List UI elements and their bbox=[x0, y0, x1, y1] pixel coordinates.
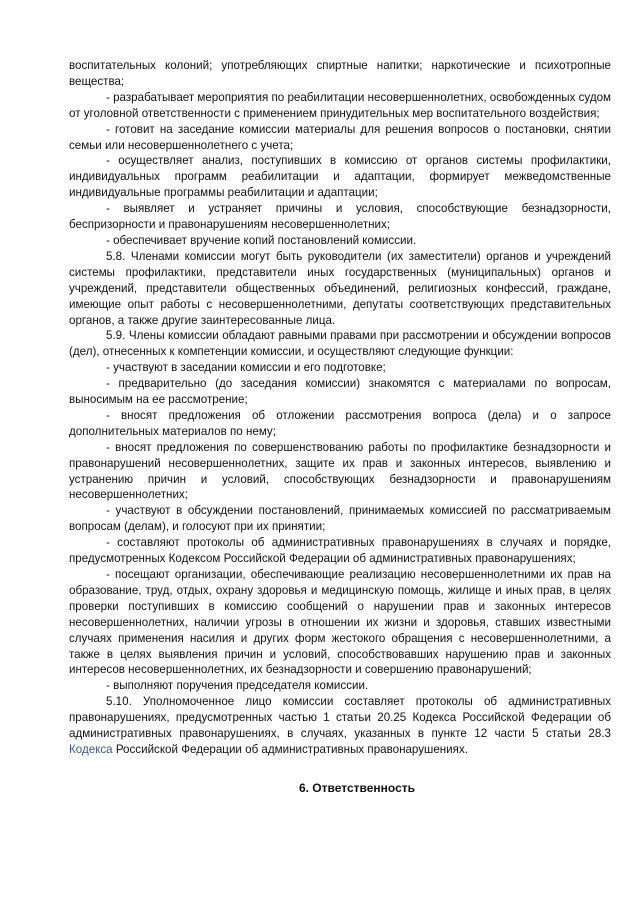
clause-5-9: 5.9. Члены комиссии обладают равными правами при рассмотрении и обсуждении вопросов (дел), отнесенных к компетенции комиссии, и осуществляют следующие функции: bbox=[69, 329, 611, 359]
list-item: - выявляет и устраняет причины и условия, способствующие безнадзорности, беспризорности и правонарушениям несовершеннолетних; bbox=[69, 202, 611, 232]
list-item: - вносят предложения об отложении рассмотрения вопроса (дела) и о запросе дополнительных материалов по нему; bbox=[69, 408, 611, 438]
list-item: - разрабатывает мероприятия по реабилитации несовершеннолетних, освобожденных судом от уголовной ответственности с применением принудительных мер воспитательного воздействия; bbox=[69, 90, 611, 120]
list-item: - посещают организации, обеспечивающие реализацию несовершеннолетними их прав на образование, труд, отдых, охрану здоровья и медицинскую помощь, жилище и иных прав, в целях проверки поступивших в комиссию сообщений о нарушении прав и законных интересов несовершеннолетних, наличии угрозы в отношении их жизни и здоровья, ставших известными случаях применения насилия и других форм жестокого обращения с несовершеннолетними, а также в целях выявления причин и условий, способствовавших нарушению прав и законных интересов несовершеннолетних, их безнадзорности и совершению правонарушений; bbox=[69, 568, 611, 677]
list-item: - выполняют поручения председателя комиссии. bbox=[106, 679, 369, 693]
list-item: - составляют протоколы об административных правонарушениях в случаях и порядке, предусмотренных Кодексом Российской Федерации об административных правонарушениях; bbox=[69, 536, 611, 566]
clause-5-8: 5.8. Членами комиссии могут быть руководители (их заместители) органов и учреждений системы профилактики, представители иных государственных (муниципальных) органов и учреждений, представители общественных объединений, религиозных конфессий, граждане, имеющие опыт работы с несовершеннолетними, депутаты соответствующих представительных органов, а также другие заинтересованные лица. bbox=[69, 249, 611, 327]
clause-5-10 bbox=[69, 694, 611, 758]
list-item: - обеспечивает вручение копий постановлений комиссии. bbox=[106, 233, 417, 247]
list-item: - участвуют в заседании комиссии и его подготовке; bbox=[106, 361, 386, 375]
list-item: - участвуют в обсуждении постановлений, принимаемых комиссией по рассматриваемым вопросам (делам), и голосуют при их принятии; bbox=[69, 504, 611, 534]
list-item: - вносят предложения по совершенствованию работы по профилактике безнадзорности и правонарушений несовершеннолетних, защите их прав и законных интересов, выявлению и устранению причин и условий, способствующих безнадзорности и правонарушениям несовершеннолетних; bbox=[69, 440, 611, 502]
section-heading: 6. Ответственность bbox=[298, 780, 416, 795]
list-item: - предварительно (до заседания комиссии) знакомятся с материалами по вопросам, выносимым на ее рассмотрение; bbox=[69, 377, 611, 407]
list-item: - готовит на заседание комиссии материалы для решения вопросов о постановки, снятии семьи или несовершеннолетнего с учета; bbox=[69, 122, 611, 152]
paragraph-continuation: воспитательных колоний; употребляющих спиртные напитки; наркотические и психотропные вещества; bbox=[69, 59, 611, 88]
clause-5-10-text-end: Российской Федерации об административных правонарушениях. bbox=[112, 742, 468, 756]
clause-5-10-text-start: 5.10. Уполномоченное лицо комиссии составляет протоколы об административных правонарушениях, предусмотренных частью 1 статьи 20.25 Кодекса Российской Федерации об административных правонарушениях, в случаях, указанных в пункте 12 части 5 статьи 28.3 bbox=[69, 695, 611, 741]
document-page bbox=[69, 58, 611, 797]
codex-link[interactable]: Кодекса bbox=[69, 742, 113, 756]
list-item: - осуществляет анализ, поступивших в комиссию от органов системы профилактики, индивидуальных программ реабилитации и адаптации, формирует межведомственные индивидуальные программы реабилитации и адаптации; bbox=[69, 154, 611, 200]
